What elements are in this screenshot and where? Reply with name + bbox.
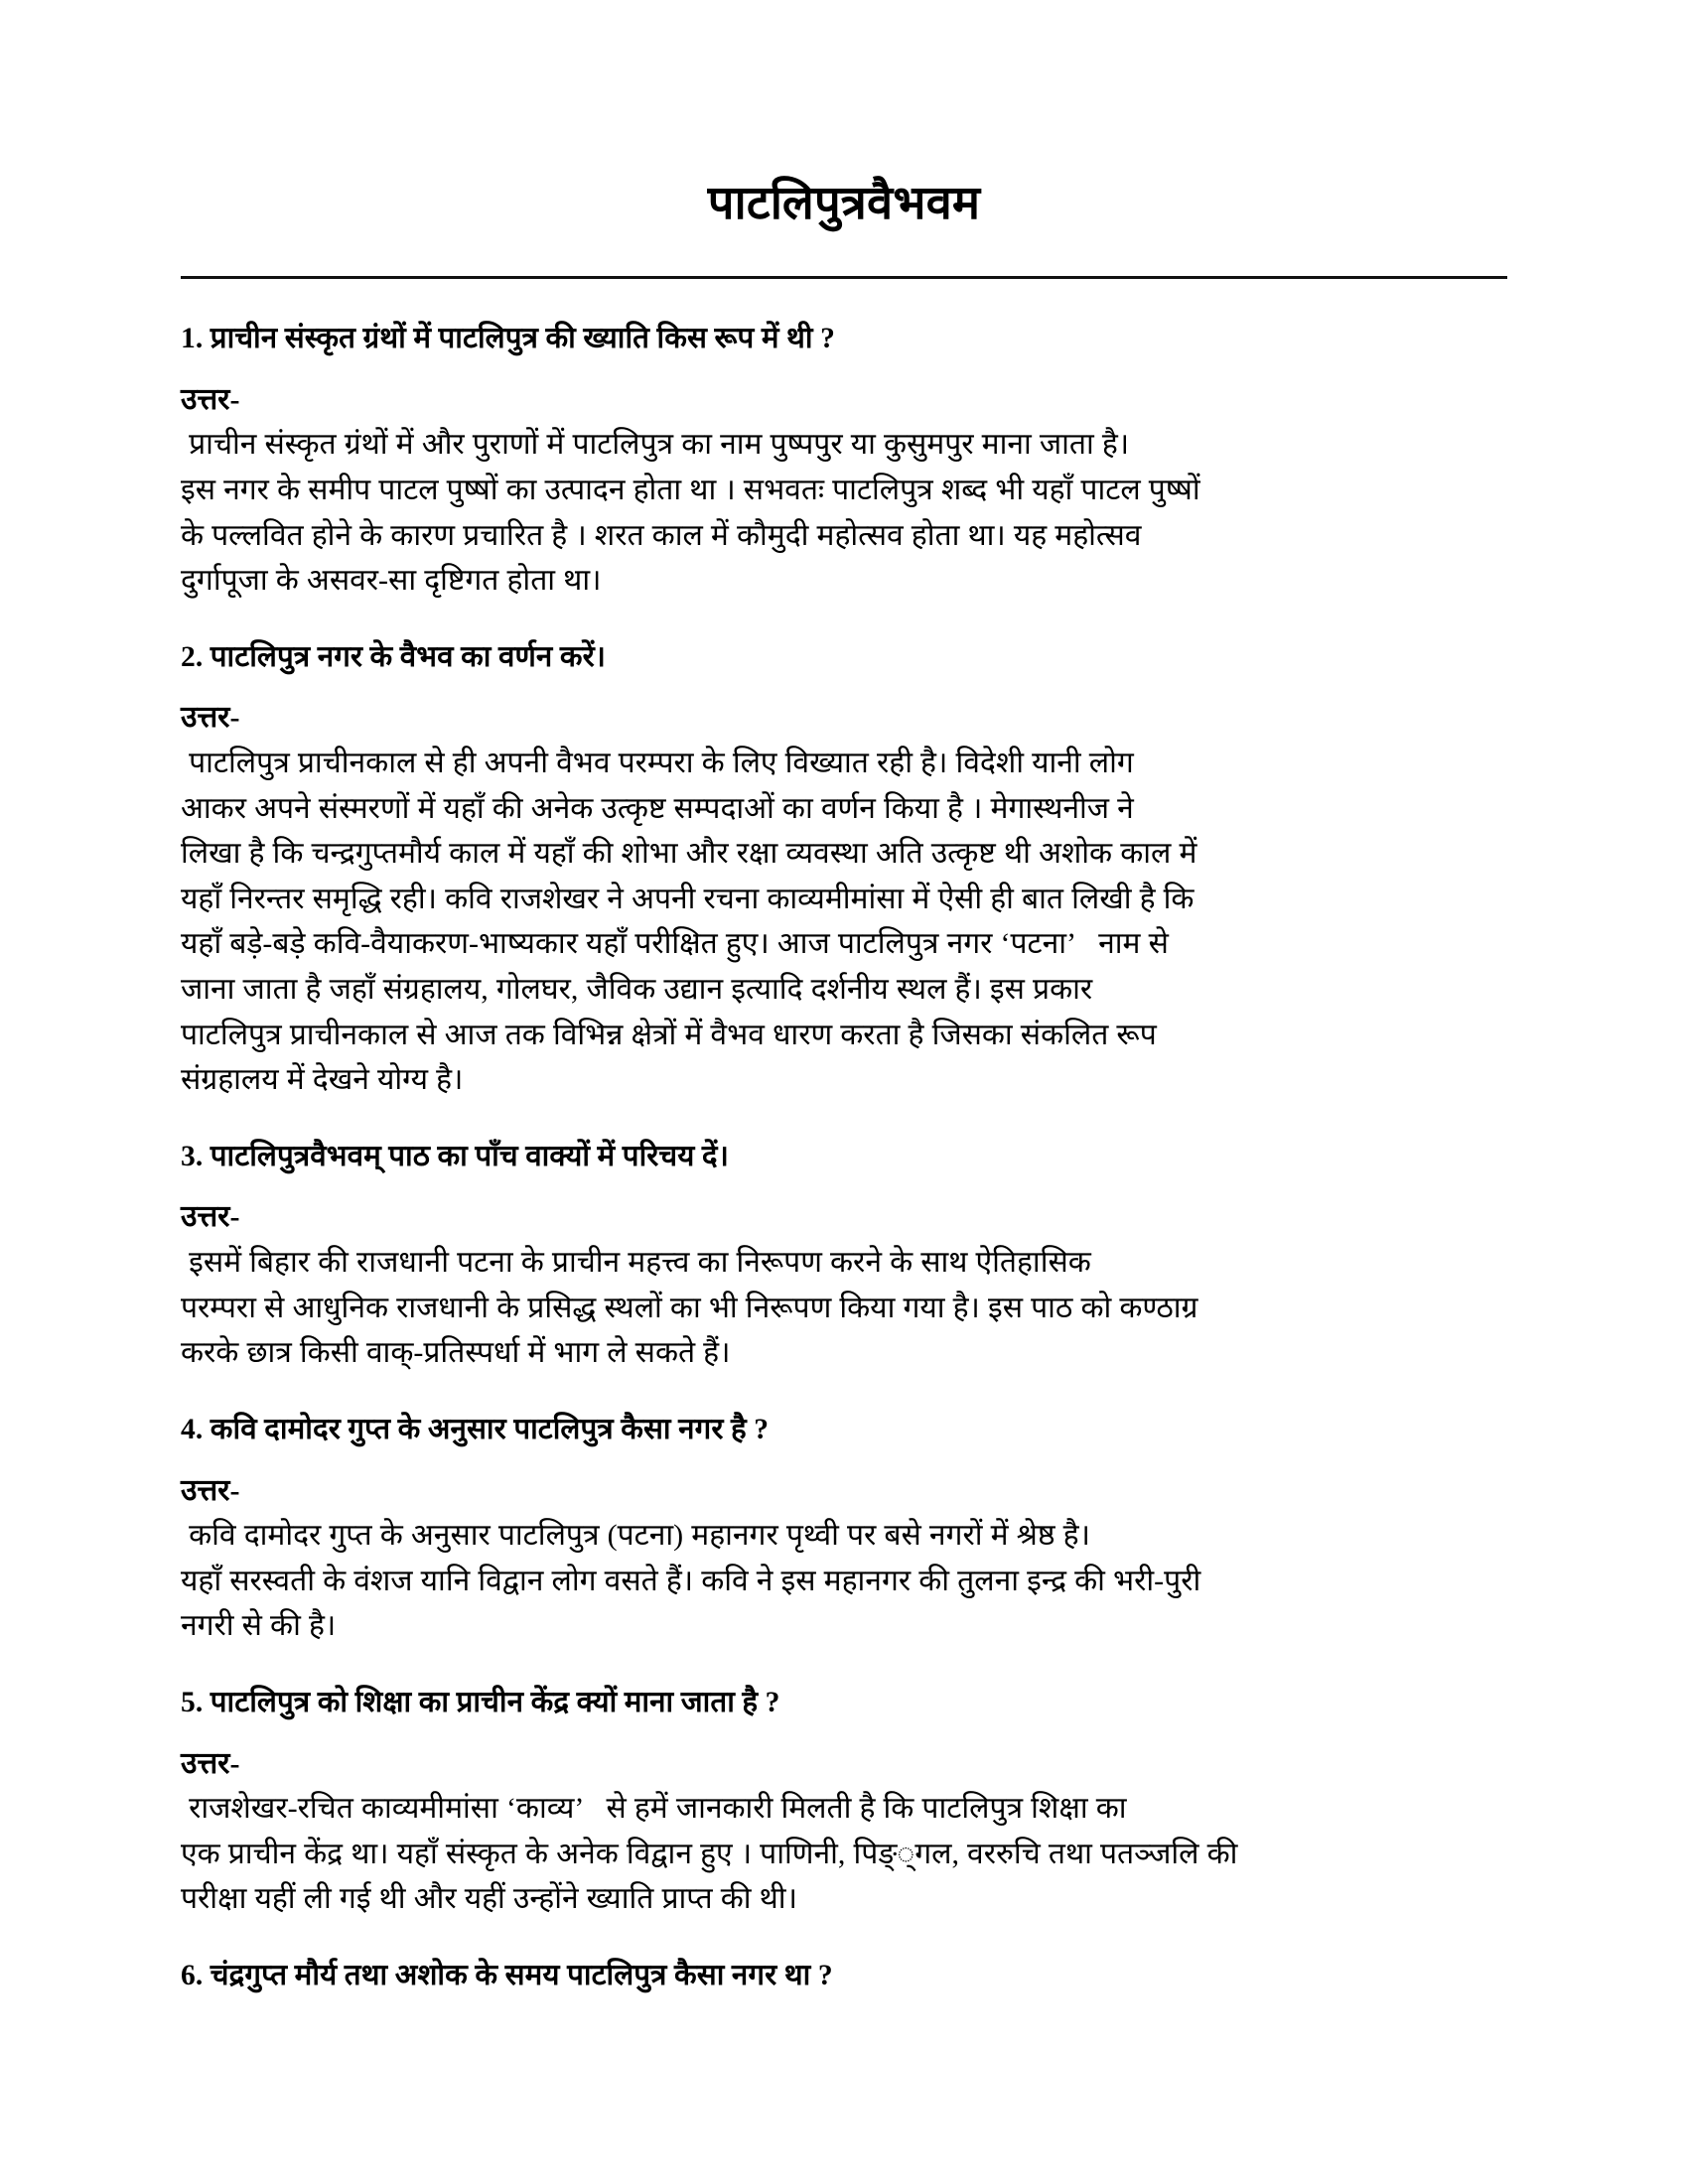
title-divider <box>181 276 1507 279</box>
question-heading: 6. चंद्रगुप्त मौर्य तथा अशोक के समय पाटलिपुत्र कैसा नगर था ? <box>181 1960 833 1991</box>
answer-line: लिखा है कि चन्द्रगुप्तमौर्य काल में यहाँ की शोभा और रक्षा व्यवस्था अति उत्कृष्ट थी अशोक काल में <box>181 837 1197 871</box>
question-heading: 4. कवि दामोदर गुप्त के अनुसार पाटलिपुत्र कैसा नगर है ? <box>181 1413 770 1445</box>
question-heading: 5. पाटलिपुत्र को शिक्षा का प्राचीन केंद्र क्यों माना जाता है ? <box>181 1686 780 1718</box>
answer-line: आकर अपने संस्मरणों में यहाँ की अनेक उत्कृष्ट सम्पदाओं का वर्णन किया है । मेगास्थनीज ने <box>181 791 1134 825</box>
answer-line: के पल्लवित होने के कारण प्रचारित है । शरत काल में कौमुदी महोत्सव होता था। यह महोत्सव <box>181 518 1142 552</box>
qa-item <box>181 1956 1507 1996</box>
answer-label: उत्तर- <box>181 701 240 735</box>
answer-line: नगरी से की है। <box>181 1609 337 1643</box>
answer-body <box>181 422 1507 603</box>
answer-line: करके छात्र किसी वाक्‌-प्रतिस्पर्धा में भाग ले सकते हैं। <box>181 1336 731 1370</box>
answer-line: यहाँ बड़े-बड़े कवि-वैयाकरण-भाष्यकार यहाँ परीक्षित हुए। आज पाटलिपुत्र नगर ‘पटना’ नाम से <box>181 927 1169 961</box>
answer-text <box>181 695 1507 1102</box>
answer-text <box>181 1741 1507 1922</box>
answer-label: उत्तर- <box>181 382 240 416</box>
qa-item <box>181 1137 1507 1376</box>
qa-item <box>181 637 1507 1103</box>
qa-item <box>181 319 1507 604</box>
answer-line: जाना जाता है जहाँ संग्रहालय, गोलघर, जैविक उद्यान इत्यादि दर्शनीय स्थल हैं। इस प्रकार <box>181 972 1093 1006</box>
answer-body <box>181 741 1507 1103</box>
page-content <box>181 0 1507 1996</box>
answer-text <box>181 1468 1507 1649</box>
question-heading: 3. पाटलिपुत्रवैभवम् पाठ का पाँच वाक्यों में परिचय दें। <box>181 1140 729 1172</box>
answer-line: दुर्गापूजा के असवर-सा दृष्टिगत होता था। <box>181 564 602 598</box>
answer-line: यहाँ सरस्वती के वंशज यानि विद्वान लोग वसते हैं। कवि ने इस महानगर की तुलना इन्द्र की भरी-पुरी <box>181 1564 1201 1597</box>
answer-body <box>181 1786 1507 1922</box>
answer-body <box>181 1513 1507 1649</box>
answer-label: उत्तर- <box>181 1473 240 1507</box>
question-heading: 1. प्राचीन संस्कृत ग्रंथों में पाटलिपुत्र की ख्याति किस रूप में थी ? <box>181 323 835 355</box>
answer-label: उत्तर- <box>181 1746 240 1780</box>
answer-line: कवि दामोदर गुप्त के अनुसार पाटलिपुत्र (पटना) महानगर पृथ्वी पर बसे नगरों में श्रेष्ठ है। <box>181 1519 1090 1553</box>
answer-line: एक प्राचीन केंद्र था। यहाँ संस्कृत के अनेक विद्वान हुए । पाणिनी, पिङ्‌्गल, वररुचि तथा पतञ्जलि की <box>181 1837 1238 1870</box>
answer-line: पाटलिपुत्र प्राचीनकाल से आज तक विभिन्न क्षेत्रों में वैभव धारण करता है जिसका संकलित रूप <box>181 1018 1157 1051</box>
answer-line: राजशेखर-रचित काव्यमीमांसा ‘काव्य’ से हमें जानकारी मिलती है कि पाटलिपुत्र शिक्षा का <box>181 1792 1127 1826</box>
answer-line: परीक्षा यहीं ली गई थी और यहीं उन्होंने ख्याति प्राप्त की थी। <box>181 1882 797 1916</box>
page-title: पाटलिपुत्रवैभवम <box>707 178 981 229</box>
answer-line: प्राचीन संस्कृत ग्रंथों में और पुराणों में पाटलिपुत्र का नाम पुष्पपुर या कुसुमपुर माना जाता है। <box>181 428 1130 462</box>
qa-item <box>181 1410 1507 1649</box>
answer-line: पाटलिपुत्र प्राचीनकाल से ही अपनी वैभव परम्परा के लिए विख्यात रही है। विदेशी यानी लोग <box>181 747 1134 780</box>
qa-item <box>181 1683 1507 1922</box>
answer-text <box>181 1194 1507 1375</box>
answer-line: परम्परा से आधुनिक राजधानी के प्रसिद्ध स्थलों का भी निरूपण किया गया है। इस पाठ को कण्ठाग्र <box>181 1291 1198 1324</box>
answer-text <box>181 377 1507 604</box>
answer-line: संग्रहालय में देखने योग्य है। <box>181 1063 464 1097</box>
answer-body <box>181 1240 1507 1376</box>
answer-line: इस नगर के समीप पाटल पुष्षों का उत्पादन होता था । सभवतः पाटलिपुत्र शब्द भी यहाँ पाटल पुष्षों <box>181 473 1200 506</box>
qa-list <box>181 319 1507 1996</box>
answer-label: उत्तर- <box>181 1200 240 1234</box>
question-heading: 2. पाटलिपुत्र नगर के वैभव का वर्णन करें। <box>181 640 607 673</box>
answer-line: यहाँ निरन्तर समृद्धि रही। कवि राजशेखर ने अपनी रचना काव्यमीमांसा में ऐसी ही बात लिखी है कि <box>181 882 1195 915</box>
answer-line: इसमें बिहार की राजधानी पटना के प्राचीन महत्त्व का निरूपण करने के साथ ऐतिहासिक <box>181 1246 1091 1280</box>
